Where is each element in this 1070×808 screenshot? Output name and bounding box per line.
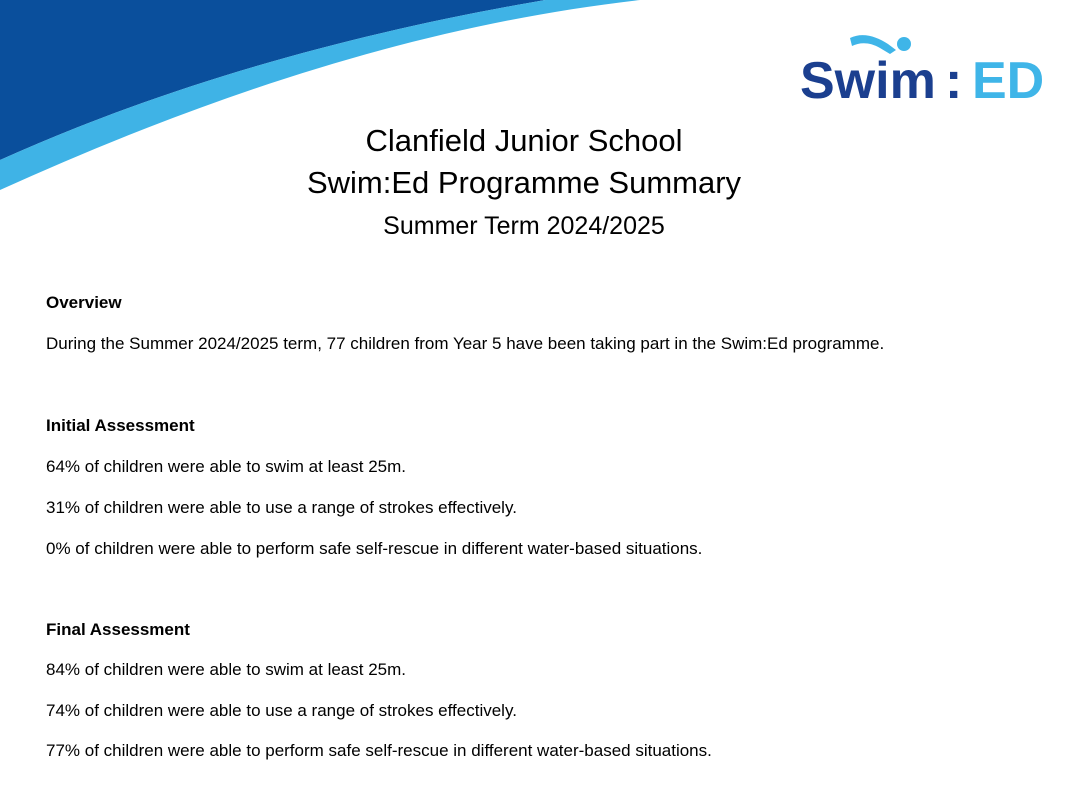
initial-assessment-line: 31% of children were able to use a range of strokes effectively. [46,498,517,517]
document-title-block [0,120,1048,246]
overview-heading: Overview [46,293,122,312]
logo-text-swim: Swim [800,52,936,104]
final-assessment-line: 74% of children were able to use a range of strokes effectively. [46,701,517,720]
final-assessment-line: 84% of children were able to swim at least 25m. [46,660,407,679]
final-assessment-line: 77% of children were able to perform safe self-rescue in different water-based situations. [46,741,712,760]
overview-text: During the Summer 2024/2025 term, 77 children from Year 5 have been taking part in the Swim:Ed programme. [46,334,885,353]
school-name: Clanfield Junior School [365,123,683,158]
final-assessment-heading: Final Assessment [46,620,190,639]
programme-title: Swim:Ed Programme Summary [306,165,742,200]
initial-assessment-line: 0% of children were able to perform safe self-rescue in different water-based situations. [46,539,703,558]
initial-assessment-heading: Initial Assessment [46,416,195,435]
term-subtitle: Summer Term 2024/2025 [383,212,665,240]
initial-assessment-line: 64% of children were able to swim at least 25m. [46,457,407,476]
swimed-logo [800,28,1060,104]
logo-text-ed: ED [972,52,1045,104]
logo-text-colon: : [945,52,963,104]
